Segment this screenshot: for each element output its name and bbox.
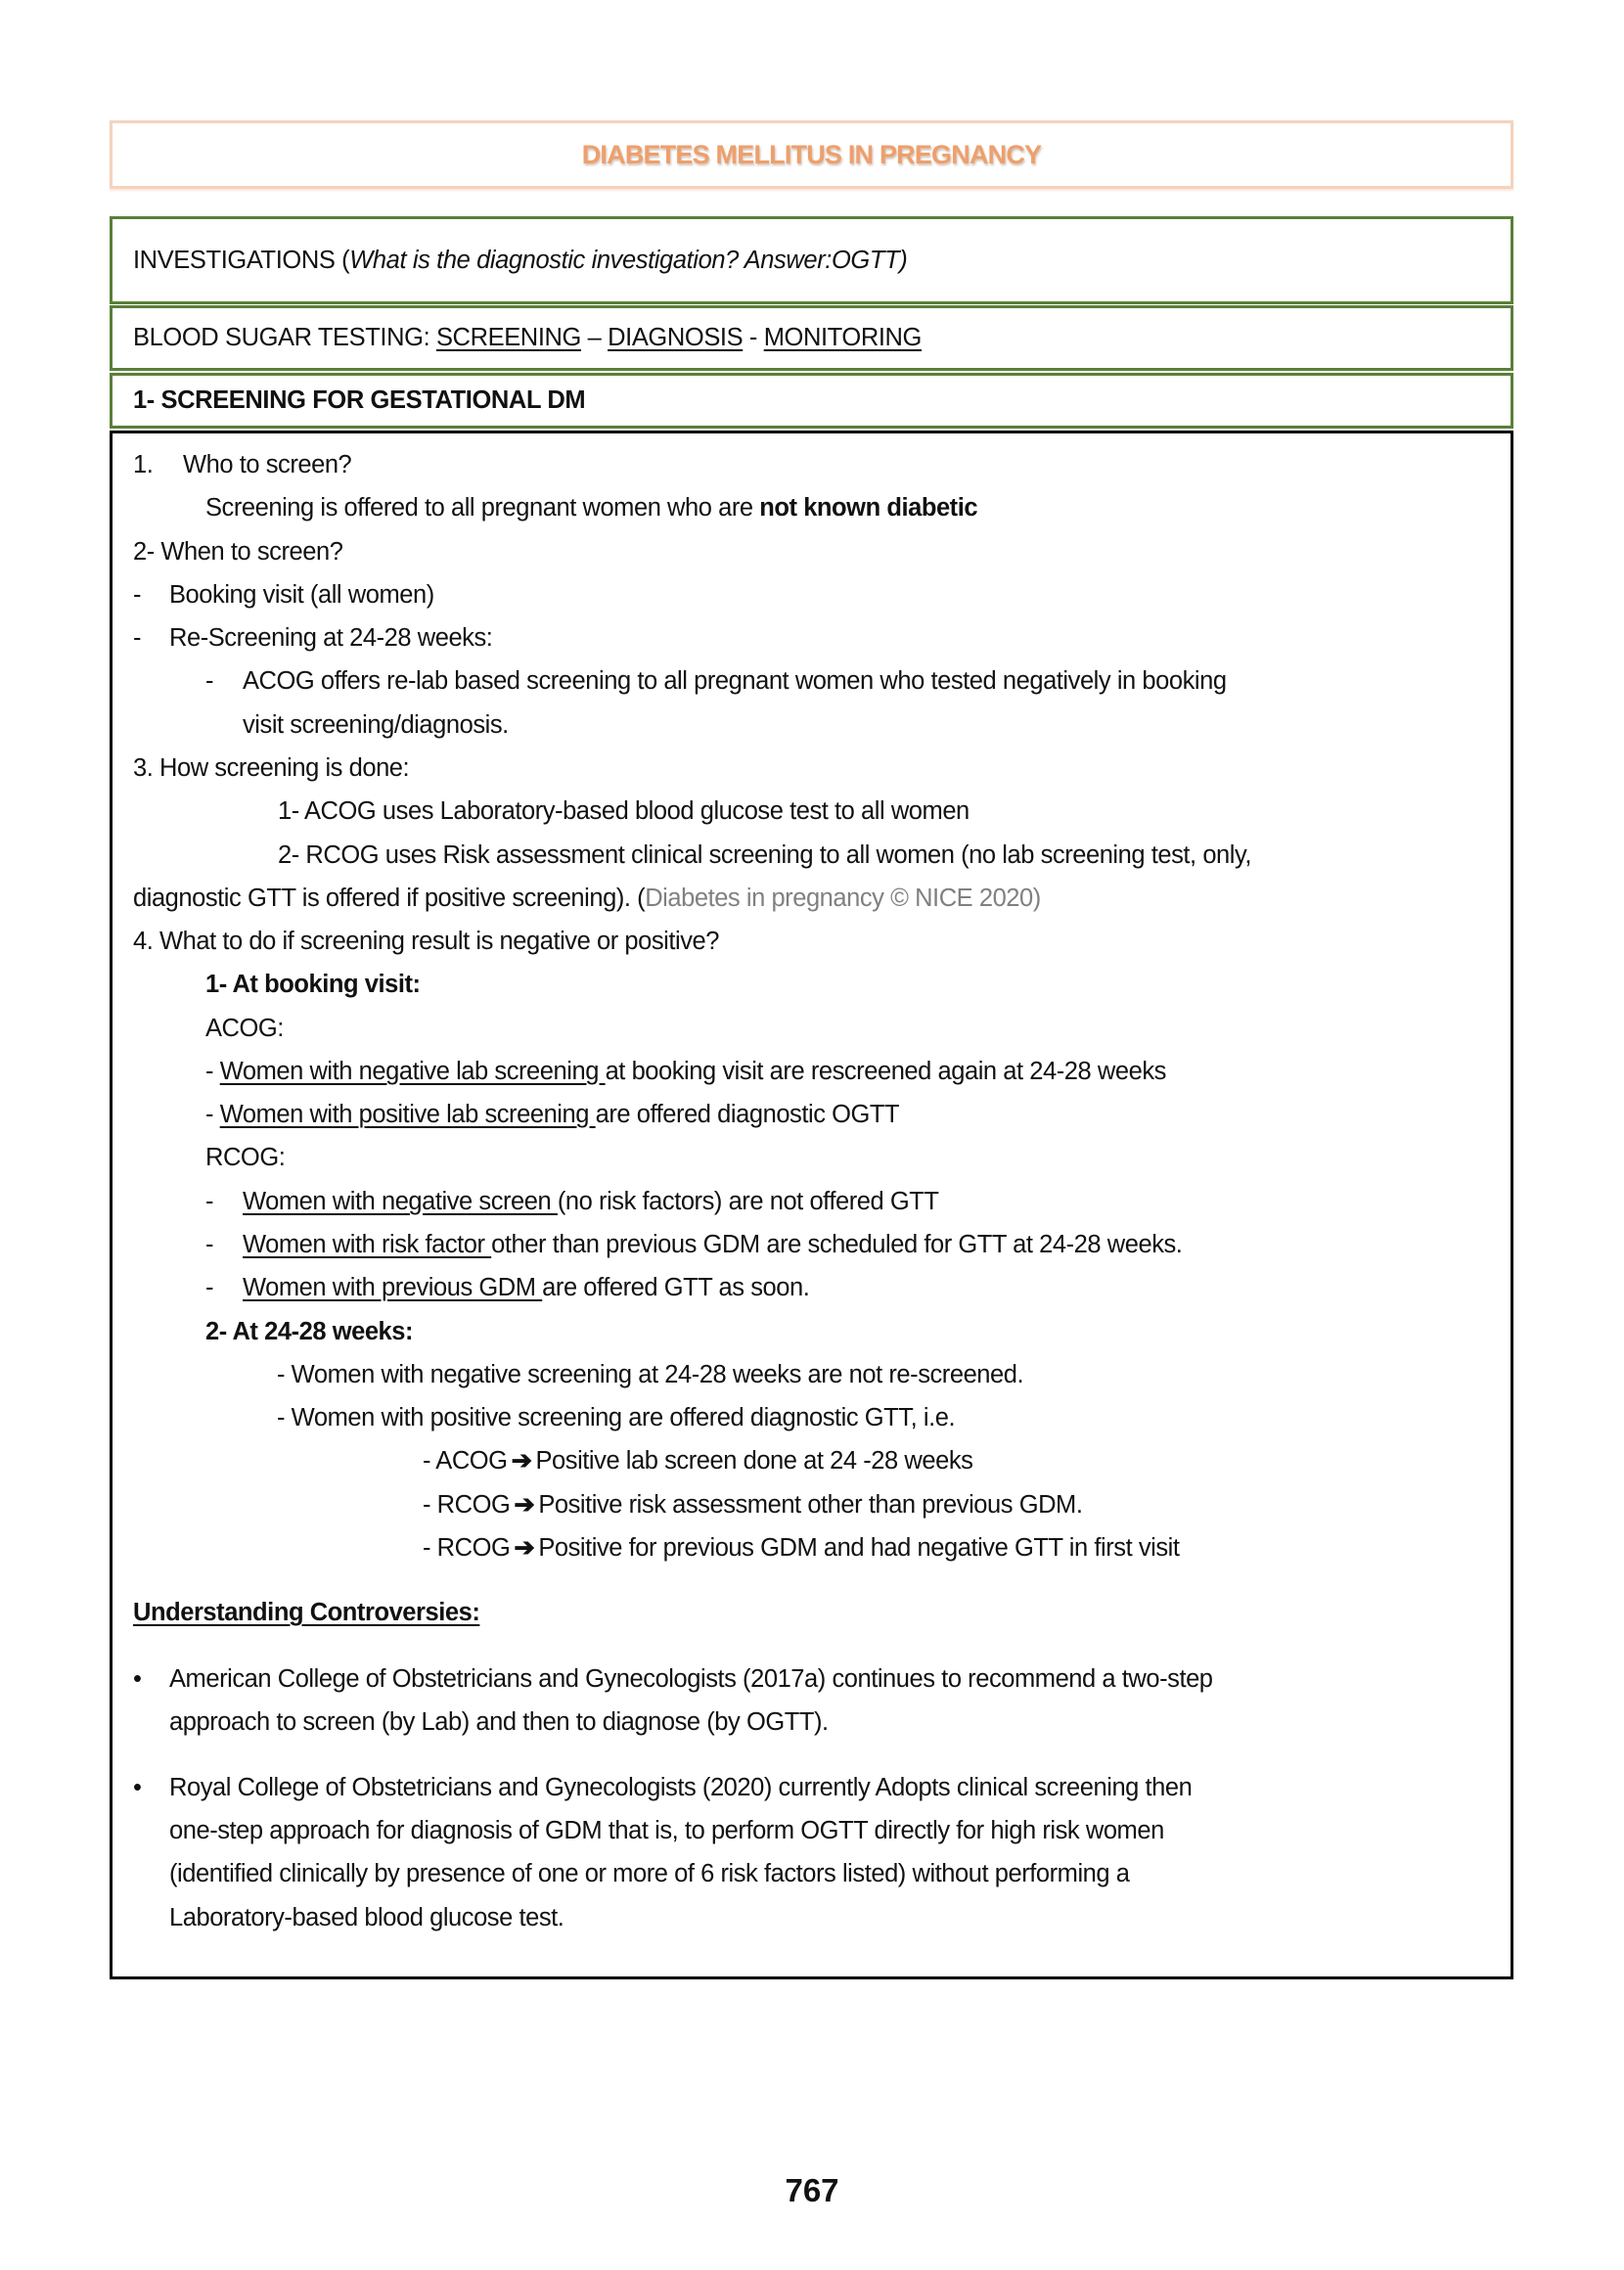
list-item: - Women with negative screening at 24-28 weeks are not re-screened. (277, 1361, 1024, 1388)
page-title: DIABETES MELLITUS IN PREGNANCY (581, 139, 1042, 169)
bullet-continuation: one-step approach for diagnosis of GDM that is, to perform OGTT directly for high risk women (169, 1817, 1164, 1844)
bullet-item (133, 1772, 1193, 1803)
bullet-icon: • (133, 1665, 142, 1693)
sub-list-text: Positive risk assessment other than previous GDM. (538, 1491, 1083, 1519)
label-rcog: RCOG: (205, 1144, 286, 1171)
bullet-continuation: (identified clinically by presence of one or more of 6 risk factors listed) without performing a (169, 1860, 1130, 1887)
dash-marker: - (205, 1101, 214, 1128)
list-item (205, 665, 1227, 697)
separator: - (743, 324, 764, 351)
list-item (133, 579, 434, 611)
question-how: 3. How screening is done: (133, 754, 410, 782)
sub-list-item (423, 1445, 972, 1476)
list-item-continuation: visit screening/diagnosis. (243, 711, 509, 739)
list-item-text: at booking visit are rescreened again at 24-28 weeks (605, 1058, 1166, 1085)
underlined-text: Women with negative screen (243, 1188, 558, 1215)
list-item: 2- RCOG uses Risk assessment clinical screening to all women (no lab screening test, only, (278, 841, 1252, 869)
list-item-text: (no risk factors) are not offered GTT (557, 1188, 939, 1215)
underlined-text: Women with previous GDM (243, 1274, 543, 1301)
list-item-text: Booking visit (all women) (169, 581, 434, 609)
list-item-text: ACOG offers re-lab based screening to all pregnant women who tested negatively in booking (243, 667, 1227, 695)
blood-sugar-testing-box (110, 305, 1513, 371)
dash-marker: - (133, 581, 142, 609)
sub-list-text: Positive for previous GDM and had negative GTT in first visit (538, 1534, 1180, 1562)
investigations-question: What is the diagnostic investigation? Answer:OGTT) (349, 246, 908, 274)
dash-marker: - (205, 1188, 214, 1215)
bullet-continuation: approach to screen (by Lab) and then to diagnose (by OGTT). (169, 1708, 829, 1736)
list-item (205, 1056, 1166, 1087)
bullet-text: American College of Obstetricians and Gynecologists (2017a) continues to recommend a two-step (169, 1665, 1213, 1693)
investigations-box (110, 216, 1513, 304)
section-heading-box (110, 373, 1513, 429)
dash-marker: - (205, 1231, 214, 1258)
list-item-text: are offered GTT as soon. (542, 1274, 810, 1301)
answer-who (205, 492, 977, 523)
bullet-icon: • (133, 1774, 142, 1801)
sub-list-item (423, 1532, 1180, 1564)
list-item-text: Re-Screening at 24-28 weeks: (169, 624, 493, 652)
dash-marker: - (205, 1058, 214, 1085)
section-heading: 1- SCREENING FOR GESTATIONAL DM (133, 386, 586, 414)
label-acog: ACOG: (205, 1015, 284, 1042)
sub-list-text: Positive lab screen done at 24 -28 weeks (535, 1447, 973, 1475)
page-number: 767 (785, 2172, 839, 2208)
question-what: 4. What to do if screening result is negative or positive? (133, 928, 719, 955)
list-item: 1- ACOG uses Laboratory-based blood glucose test to all women (278, 797, 970, 825)
bullet-text: Royal College of Obstetricians and Gynecologists (2020) currently Adopts clinical screening then (169, 1774, 1193, 1801)
org-label: - RCOG (423, 1491, 511, 1519)
underlined-text: Women with positive lab screening (219, 1101, 596, 1128)
sub-list-item (423, 1489, 1082, 1521)
testing-monitoring: MONITORING (763, 324, 922, 351)
list-item (205, 1229, 1183, 1260)
arrow-right-icon: ➔ (514, 1491, 535, 1519)
list-item (133, 622, 493, 654)
list-item (205, 1186, 939, 1217)
arrow-right-icon: ➔ (514, 1534, 535, 1562)
underlined-text: Women with negative lab screening (219, 1058, 606, 1085)
list-item-text: other than previous GDM are scheduled for GTT at 24-28 weeks. (491, 1231, 1183, 1258)
underlined-text: Women with risk factor (243, 1231, 492, 1258)
question-who (133, 449, 352, 480)
list-item-continuation (133, 883, 1041, 914)
title-box (110, 120, 1513, 189)
question-text: Who to screen? (183, 451, 352, 478)
org-label: - RCOG (423, 1534, 511, 1562)
subheading-booking: 1- At booking visit: (205, 971, 421, 998)
list-item-text: are offered diagnostic OGTT (595, 1101, 900, 1128)
testing-screening: SCREENING (435, 324, 581, 351)
list-item (205, 1099, 899, 1130)
list-item-text: diagnostic GTT is offered if positive screening). ( (133, 885, 646, 912)
subheading-weeks: 2- At 24-28 weeks: (205, 1318, 414, 1345)
list-number: 1. (133, 451, 154, 478)
answer-text: Screening is offered to all pregnant women who are (205, 494, 760, 522)
dash-marker: - (205, 667, 214, 695)
question-when: 2- When to screen? (133, 538, 343, 566)
testing-diagnosis: DIAGNOSIS (608, 324, 744, 351)
bullet-continuation: Laboratory-based blood glucose test. (169, 1904, 564, 1931)
reference-citation: Diabetes in pregnancy © NICE 2020) (645, 885, 1041, 912)
testing-label: BLOOD SUGAR TESTING: (133, 324, 436, 351)
list-item (205, 1272, 810, 1303)
dash-marker: - (205, 1274, 214, 1301)
arrow-right-icon: ➔ (511, 1447, 532, 1475)
separator: – (580, 324, 609, 351)
answer-bold-text: not known diabetic (759, 494, 978, 522)
bullet-item (133, 1663, 1213, 1695)
controversies-heading: Understanding Controversies: (133, 1599, 480, 1626)
dash-marker: - (133, 624, 142, 652)
list-item: - Women with positive screening are offered diagnostic GTT, i.e. (277, 1404, 956, 1431)
investigations-label: INVESTIGATIONS ( (133, 246, 350, 274)
org-label: - ACOG (423, 1447, 508, 1475)
